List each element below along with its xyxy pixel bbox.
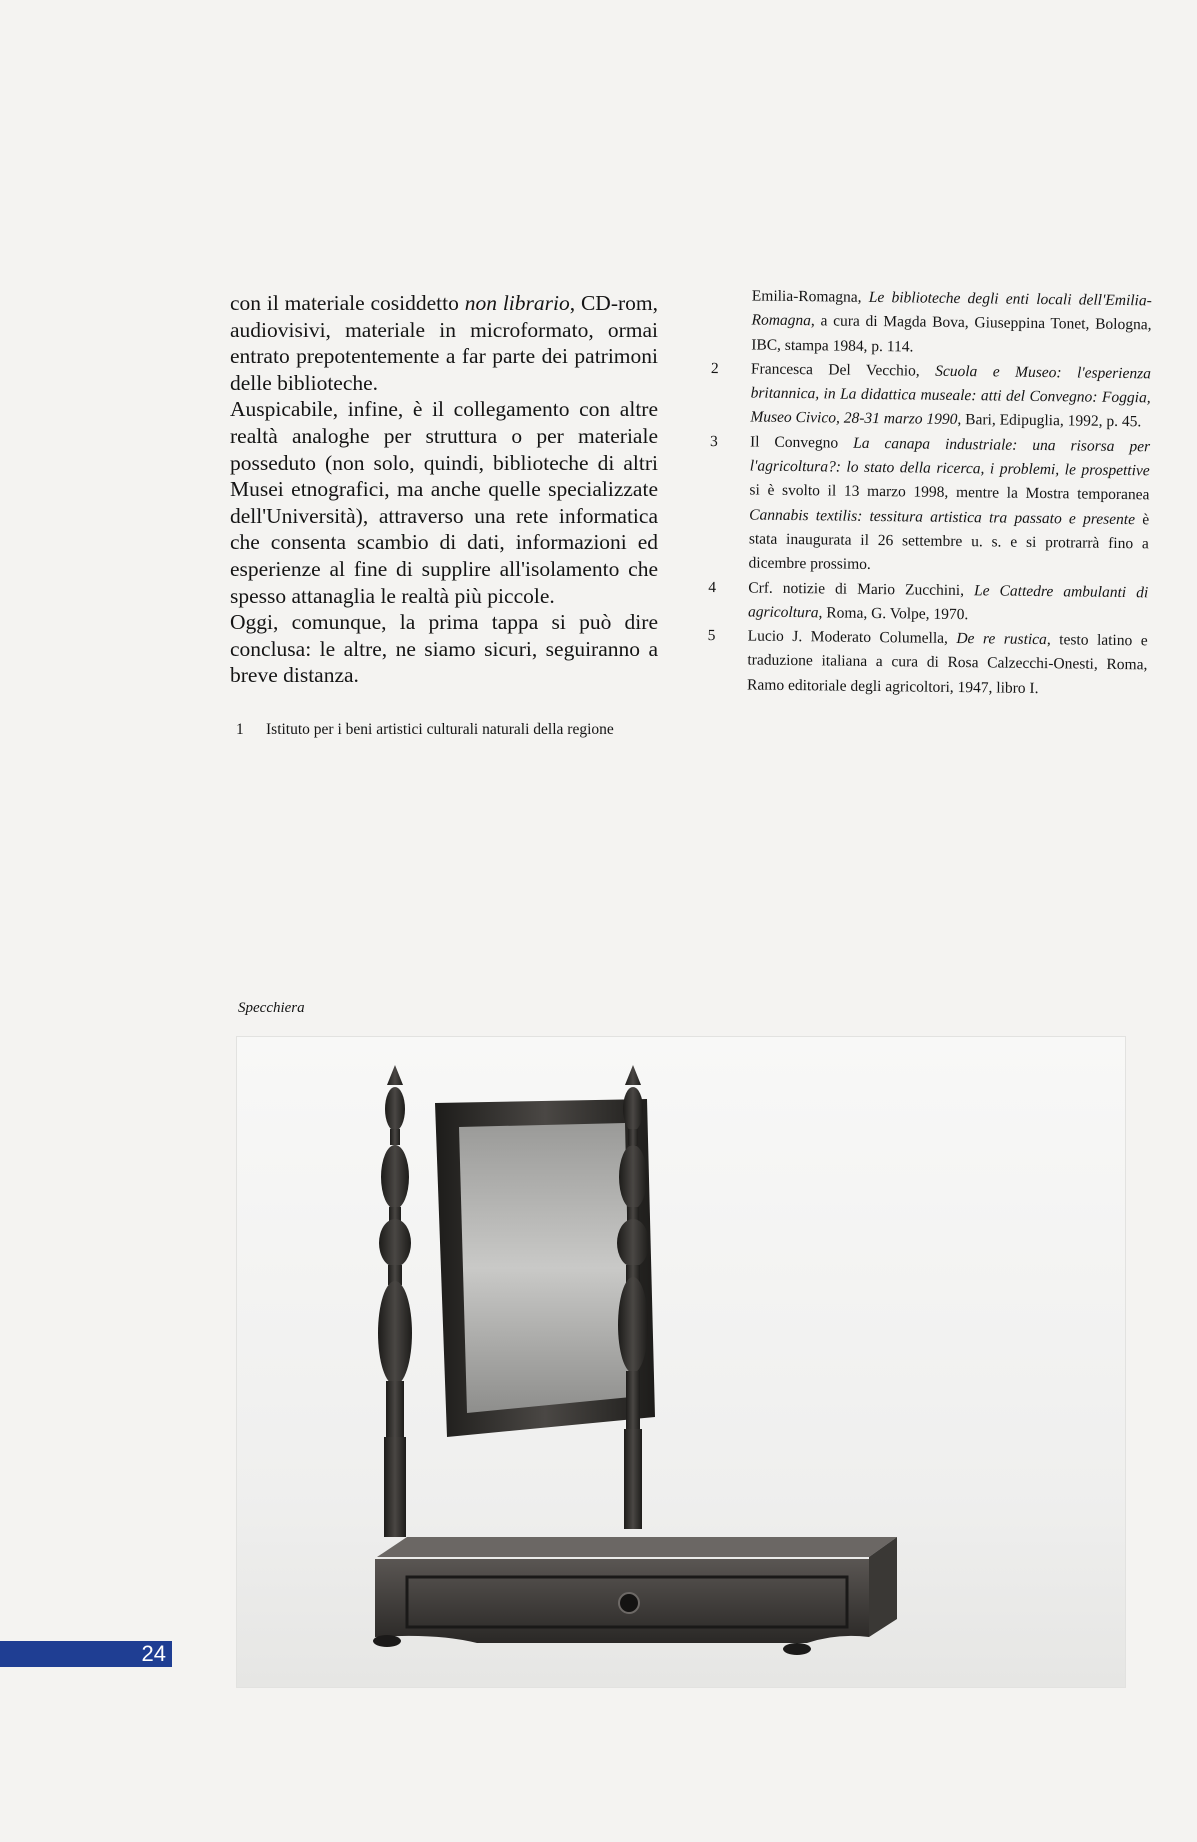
footnote-2: 2 Francesca Del Vecchio, Scuola e Museo: l'esperienza britannica, in La didattica museale: atti del Convegno: Foggia, Museo Civico, 28-31 marzo 1990, Bari, Edipuglia, 1992, p. 45. xyxy=(710,359,1152,431)
footnote-1-continued: Emilia-Romagna, Le biblioteche degli enti locali dell'Emilia-Romagna, a cura di Magda Bova, Giuseppina Tonet, Bologna, IBC, stampa 1984, p. 114. xyxy=(751,287,1152,356)
footnote-number: 1 xyxy=(236,721,244,738)
footnote-4: 4 Crf. notizie di Mario Zucchini, Le Cattedre ambulanti di agricoltura, Roma, G. Volpe, 1970. xyxy=(708,578,1149,624)
mirror-glass xyxy=(459,1123,631,1413)
left-post xyxy=(378,1065,412,1537)
footnote-3: 3 Il Convegno La canapa industriale: una risorsa per l'agricoltura?: lo stato della ricerca, i problemi, le prospettive si è svolto il 13 marzo 1998, mentre la Mostra temporanea Cannabis textilis: tessitura artistica tra passato e presente è stata inaugurata il 26 settembre u. s. e si protrarrà fino a dicembre prossimo. xyxy=(709,432,1151,574)
mirror-illustration xyxy=(237,1037,1125,1687)
footnotes-column xyxy=(707,284,1152,702)
footnote-1 xyxy=(236,720,666,740)
body-text xyxy=(230,290,658,689)
foot-left xyxy=(373,1635,401,1647)
page-number: 24 xyxy=(0,1641,172,1667)
footnote-5: 5 Lucio J. Moderato Columella, De re rustica, testo latino e traduzione italiana a cura di Rosa Calzecchi-Onesti, Roma, Ramo editoriale degli agricoltori, 1947, libro I. xyxy=(707,627,1148,697)
figure-caption: Specchiera xyxy=(238,1000,305,1016)
drawer-knob xyxy=(619,1593,639,1613)
paragraph-3: Oggi, comunque, la prima tappa si può dire conclusa: le altre, ne siamo sicuri, seguiranno a breve distanza. xyxy=(230,610,658,688)
paragraph-2: Auspicabile, infine, è il collegamento con altre realtà analoghe per struttura o per materiale posseduto (non solo, quindi, biblioteche di altri Musei etnografici, ma anche quelle specializzate dell'Università), attraverso una rete informatica che consenta scambio di dati, informazioni ed esperienze al fine di supplire all'isolamento che spesso attanaglia le realtà più piccole. xyxy=(230,397,658,608)
base-top xyxy=(377,1537,897,1557)
footnote-text: Istituto per i beni artistici culturali naturali della regione xyxy=(266,721,614,738)
paragraph-1: con il materiale cosiddetto non librario, CD-rom, audiovisivi, materiale in microformato, ormai entrato prepotentemente a far parte dei patrimoni delle biblioteche. xyxy=(230,291,659,395)
vanity-mirror-photo xyxy=(236,1036,1126,1688)
foot-right xyxy=(783,1643,811,1655)
